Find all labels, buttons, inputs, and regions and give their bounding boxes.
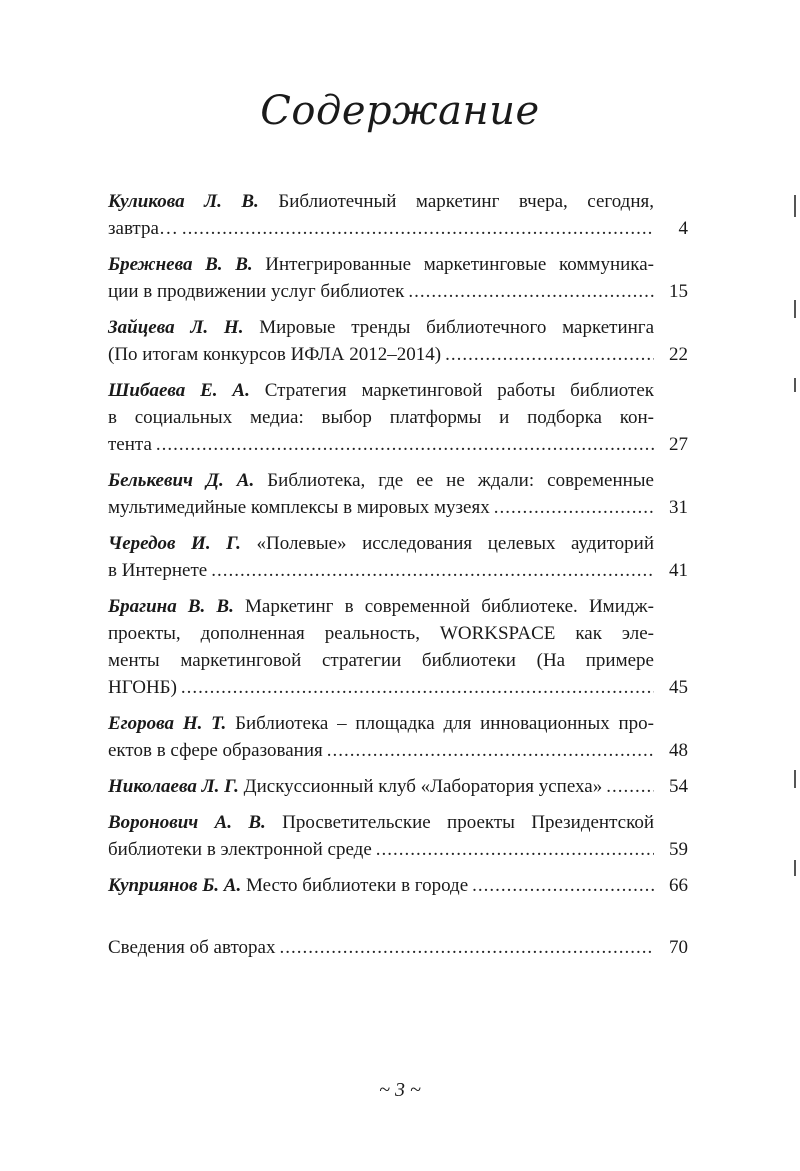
toc-entry-title: Библиотечный маркетинг вчера, сегодня,: [278, 191, 655, 212]
dot-leader: [211, 557, 654, 584]
toc-entry-text-line: [108, 467, 654, 494]
toc-entry[interactable]: [108, 467, 688, 521]
dot-leader: [181, 674, 654, 701]
page-number: ~ 3 ~: [379, 1079, 421, 1101]
toc-entry-title-end: [108, 872, 468, 899]
toc-entry[interactable]: [108, 530, 688, 584]
toc-entry-title: ции в продвижении услуг библиотек: [108, 281, 405, 302]
toc-entry-text-line: [108, 530, 654, 557]
toc-entry[interactable]: [108, 773, 688, 800]
toc-entry[interactable]: [108, 377, 688, 458]
toc-entry-title: Мировые тренды библиотечного маркетинга: [259, 317, 655, 338]
toc-entry-last-line: [108, 215, 654, 242]
section-gap: [108, 908, 688, 934]
toc-entry-page-number: 15: [669, 281, 688, 302]
toc-entry-last-line: [108, 836, 654, 863]
toc-entry-last-line: [108, 773, 654, 800]
toc-entry[interactable]: [108, 872, 688, 899]
toc-entry-title: в Интернете: [108, 560, 208, 581]
toc-entry-title-end: [108, 836, 372, 863]
page-title: Содержание: [260, 88, 540, 134]
toc-entry-title: мультимедийные комплексы в мировых музеях: [108, 497, 490, 518]
toc-entry-title-end: [108, 557, 207, 584]
toc-entry-title: Библиотека, где ее не ждали: современные: [267, 470, 654, 491]
toc-entry-title-end: [108, 773, 602, 800]
toc-entry-author: Куликова Л. В.: [108, 191, 259, 212]
toc-entry-page-number: 59: [669, 839, 688, 860]
toc-entry-text-line: [108, 593, 654, 620]
toc-entry-title: Сведения об авторах: [108, 937, 276, 958]
toc-entry-title: НГОНБ): [108, 677, 177, 698]
scan-edge-mark: [794, 378, 796, 392]
dot-leader: [606, 773, 654, 800]
toc-entry-page-number: 31: [669, 497, 688, 518]
toc-entry-authors-info[interactable]: [108, 934, 688, 961]
toc-entry-text-line: [108, 251, 654, 278]
toc-entry-author: Чередов И. Г.: [108, 533, 241, 554]
dot-leader: [279, 934, 654, 961]
toc-entry-title-end: [108, 494, 490, 521]
toc-entry-title-end: [108, 431, 152, 458]
toc-entry-text-line: [108, 314, 654, 341]
toc-entry-text-line: [108, 620, 654, 647]
dot-leader: [494, 494, 654, 521]
toc-entry-page-number: 27: [669, 434, 688, 455]
toc-entry-title: Стратегия маркетинговой работы библиотек: [264, 380, 655, 401]
toc-entry-author: Воронович А. В.: [108, 812, 266, 833]
toc-entry-page-number: 22: [669, 344, 688, 365]
toc-entry-title: (По итогам конкурсов ИФЛА 2012–2014): [108, 344, 442, 365]
toc-entry[interactable]: [108, 593, 688, 701]
toc-entry-title: Просветительские проекты Президентской: [282, 812, 655, 833]
toc-entry-author: Шибаева Е. А.: [108, 380, 250, 401]
toc-entry-last-line: [108, 431, 654, 458]
toc-entry-author: Брежнева В. В.: [108, 254, 253, 275]
toc-entry-author: Зайцева Л. Н.: [108, 317, 244, 338]
toc-entry-text-line: [108, 809, 654, 836]
toc-entry-title: Маркетинг в современной библиотеке. Имидж-: [245, 596, 654, 617]
toc-entry-title: проекты, дополненная реальность, WORKSPACE как эле-: [108, 623, 654, 644]
toc-entry-text-line: [108, 188, 654, 215]
toc-entry-title: библиотеки в электронной среде: [108, 839, 372, 860]
toc-entry-title: Место библиотеки в городе: [245, 875, 469, 896]
toc-entry-page-number: 41: [669, 560, 688, 581]
toc-entry[interactable]: [108, 251, 688, 305]
toc-entry[interactable]: [108, 809, 688, 863]
toc-entry-title-end: [108, 341, 441, 368]
toc-entry-last-line: [108, 872, 654, 899]
toc-entry-page-number: 70: [669, 937, 688, 958]
toc-entry-author: Куприянов Б. А.: [108, 875, 242, 896]
dot-leader: [376, 836, 654, 863]
toc-entry-title-end: [108, 215, 178, 242]
toc-entry-text-line: [108, 647, 654, 674]
toc-entry-page-number: 45: [669, 677, 688, 698]
toc-entry-author: Брагина В. В.: [108, 596, 234, 617]
scan-edge-mark: [794, 860, 796, 876]
toc-entry-text-line: [108, 710, 654, 737]
toc-entry-last-line: [108, 557, 654, 584]
toc-entry-page-number: 4: [678, 218, 688, 239]
toc-entry[interactable]: [108, 188, 688, 242]
toc-entry[interactable]: [108, 710, 688, 764]
toc-entry-text-line: [108, 404, 654, 431]
toc-entry-title: «Полевые» исследования целевых аудиторий: [256, 533, 654, 554]
toc-entry-title-end: [108, 737, 323, 764]
toc-entry-title: Библиотека – площадка для инновационных про-: [235, 713, 654, 734]
scan-edge-mark: [794, 300, 796, 318]
toc-entry-title: тента: [108, 434, 152, 455]
dot-leader: [445, 341, 654, 368]
toc-entry-text-line: [108, 377, 654, 404]
table-of-contents: [108, 188, 688, 970]
toc-entry[interactable]: [108, 314, 688, 368]
toc-entry-last-line: [108, 278, 654, 305]
toc-entry-title: завтра…: [108, 218, 178, 239]
toc-entry-title: в социальных медиа: выбор платформы и подборка кон-: [108, 407, 654, 428]
toc-entry-title: Дискуссионный клуб «Лаборатория успеха»: [243, 776, 603, 797]
dot-leader: [472, 872, 654, 899]
toc-entry-page-number: 48: [669, 740, 688, 761]
dot-leader: [156, 431, 654, 458]
toc-entry-title: менты маркетинговой стратегии библиотеки (На примере: [108, 650, 654, 671]
toc-entry-last-line: [108, 934, 654, 961]
toc-entry-title-end: [108, 674, 177, 701]
toc-entry-title: ектов в сфере образования: [108, 740, 323, 761]
dot-leader: [327, 737, 654, 764]
scan-edge-mark: [794, 195, 796, 217]
toc-entry-author: Николаева Л. Г.: [108, 776, 239, 797]
toc-entry-author: Егорова Н. Т.: [108, 713, 227, 734]
toc-entry-last-line: [108, 737, 654, 764]
toc-entry-title-end: [108, 278, 404, 305]
toc-entry-last-line: [108, 494, 654, 521]
scan-edge-mark: [794, 770, 796, 788]
dot-leader: [408, 278, 654, 305]
toc-entry-author: Белькевич Д. А.: [108, 470, 255, 491]
toc-entry-page-number: 66: [669, 875, 688, 896]
toc-entry-last-line: [108, 341, 654, 368]
toc-entry-page-number: 54: [669, 776, 688, 797]
dot-leader: [182, 215, 654, 242]
toc-entry-last-line: [108, 674, 654, 701]
toc-entry-title: Интегрированные маркетинговые коммуника-: [265, 254, 654, 275]
